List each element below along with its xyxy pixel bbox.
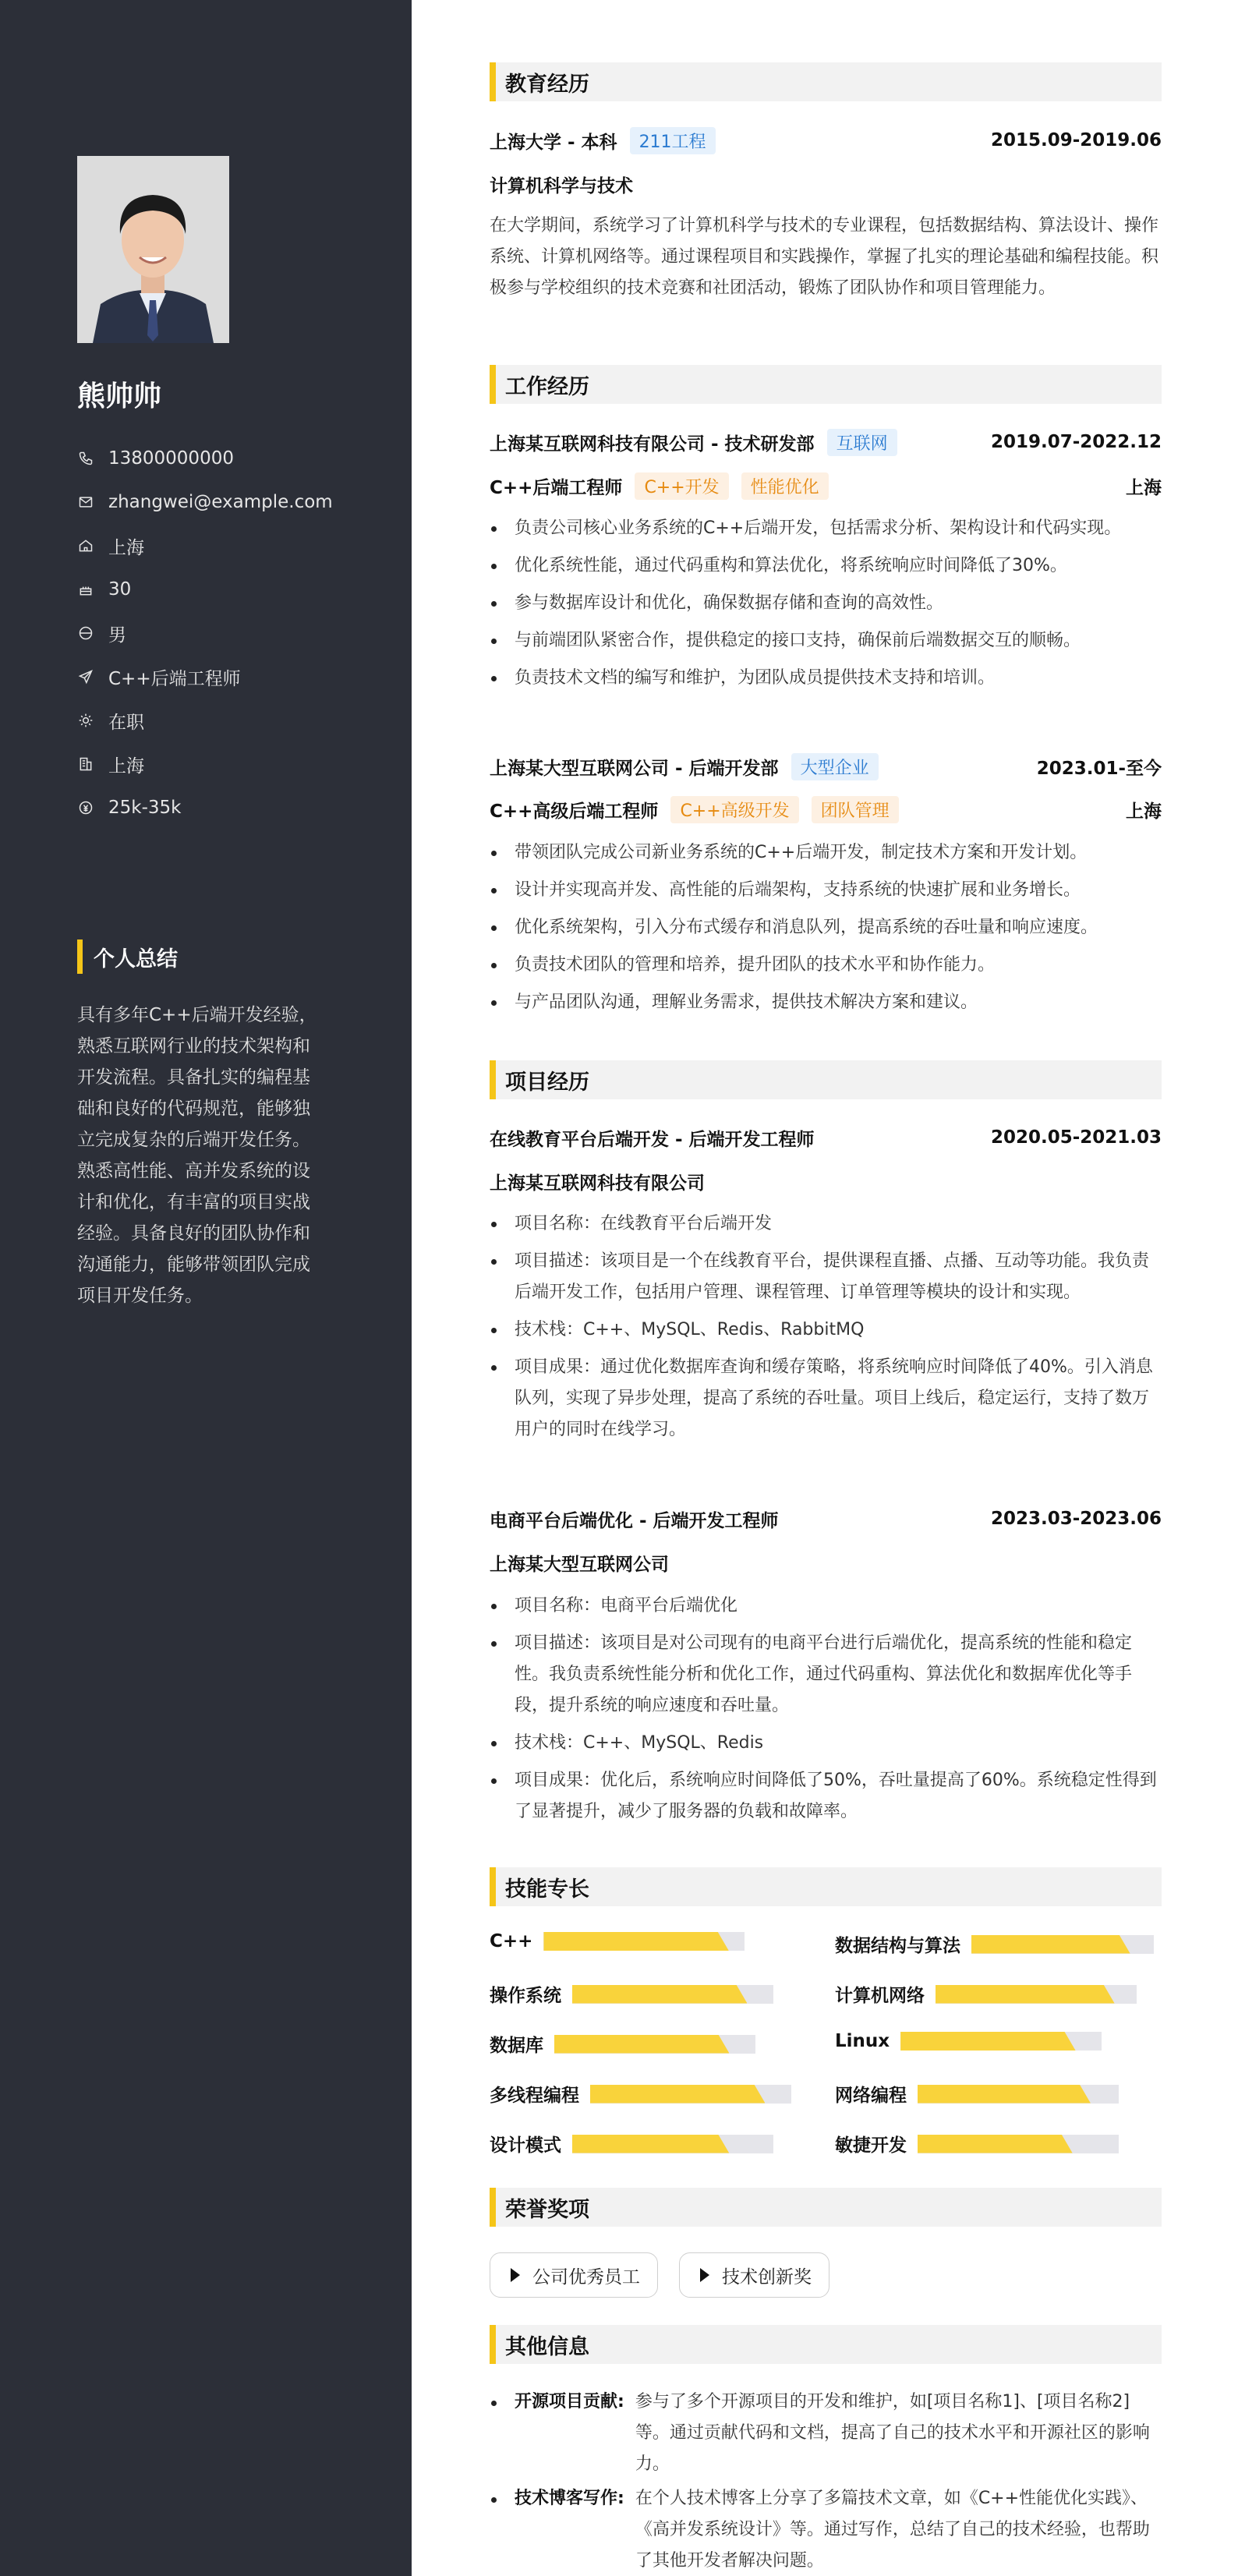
- skill-name: 数据库: [490, 2036, 543, 2056]
- info-gender: [77, 611, 389, 655]
- list-item: 参与数据库设计和优化，确保数据存储和查询的高效性。: [490, 588, 1162, 619]
- job-industry-tag: 互联网: [827, 429, 897, 456]
- home-icon: [77, 537, 94, 554]
- skill-design-patterns: [490, 2131, 773, 2157]
- info-phone: [77, 437, 389, 480]
- award-badge: [490, 2252, 658, 2298]
- job-role: C++高级后端工程师: [490, 801, 659, 822]
- info-email: [77, 480, 389, 524]
- send-icon: [77, 668, 94, 685]
- project-company: 上海某大型互联网公司: [490, 1554, 669, 1575]
- skill-name: 敏捷开发: [835, 2135, 907, 2156]
- list-item: 优化系统性能，通过代码重构和算法优化，将系统响应时间降低了30%。: [490, 550, 1162, 582]
- info-gender-text: 男: [108, 625, 126, 646]
- other-info-list: [490, 2387, 1162, 2576]
- major-name: 计算机科学与技术: [490, 175, 633, 196]
- job-bullets: [490, 837, 1162, 1024]
- info-age: [77, 568, 389, 611]
- info-city: [77, 742, 389, 786]
- phone-icon: [77, 450, 94, 467]
- project-header: [490, 1122, 1162, 1153]
- project-period: 2020.05-2021.03: [990, 1127, 1162, 1148]
- education-row: [490, 125, 1162, 156]
- salary-icon: [77, 799, 94, 816]
- skill-name: 数据结构与算法: [835, 1936, 960, 1956]
- job-role-row: [490, 470, 1162, 501]
- heading-accent-bar: [490, 1060, 496, 1099]
- heading-accent-bar: [490, 1867, 496, 1906]
- awards-heading: [490, 2188, 1162, 2227]
- play-icon: [511, 2268, 520, 2282]
- info-city-text: 上海: [108, 755, 144, 777]
- contact-info-list: [77, 437, 389, 830]
- list-item: 项目描述：该项目是对公司现有的电商平台进行后端优化，提高系统的性能和稳定性。我负责系统性能分析和优化工作，通过代码重构、算法优化和数据库优化等手段，提升系统的响应速度和吞吐量。: [490, 1628, 1162, 1721]
- projects-heading: [490, 1060, 1162, 1099]
- award-label: 技术创新奖: [722, 2266, 812, 2288]
- skill-cpp: [490, 1931, 745, 1951]
- info-salary: [77, 786, 389, 830]
- gender-icon: [77, 625, 94, 642]
- list-item: 负责技术文档的编写和维护，为团队成员提供技术支持和培训。: [490, 663, 1162, 694]
- list-item: 项目成果：通过优化数据库查询和缓存策略，将系统响应时间降低了40%。引入消息队列，实现了异步处理，提高了系统的吞吐量。项目上线后，稳定运行，支持了数万用户的同时在线学习。: [490, 1352, 1162, 1445]
- heading-accent-bar: [77, 939, 83, 974]
- skill-level-bar: [971, 1935, 1154, 1954]
- skill-name: Linux: [835, 2031, 890, 2051]
- list-item: [490, 2483, 1162, 2576]
- job-period: 2019.07-2022.12: [990, 432, 1162, 452]
- job-skill-tag: C++开发: [635, 472, 728, 500]
- job-company: 上海某互联网科技有限公司 - 技术研发部: [490, 433, 815, 455]
- building-icon: [77, 755, 94, 773]
- list-item: 带领团队完成公司新业务系统的C++后端开发，制定技术方案和开发计划。: [490, 837, 1162, 869]
- list-item: 项目名称：在线教育平台后端开发: [490, 1208, 1162, 1240]
- list-item: 项目成果：优化后，系统响应时间降低了50%，吞吐量提高了60%。系统稳定性得到了显著提升，减少了服务器的负载和故障率。: [490, 1765, 1162, 1828]
- info-position: [77, 655, 389, 699]
- skill-level-fill: [918, 2085, 1091, 2104]
- skill-algorithms: [835, 1931, 1154, 1957]
- job-city: 上海: [1126, 477, 1162, 498]
- project-company-row: [490, 1166, 1162, 1197]
- job-bullets: [490, 513, 1162, 700]
- other-key: 开源项目贡献:: [515, 2392, 624, 2411]
- skill-name: C++: [490, 1931, 533, 1951]
- skill-agile: [835, 2131, 1119, 2157]
- project-period: 2023.03-2023.06: [990, 1509, 1162, 1529]
- skill-level-fill: [918, 2135, 1073, 2153]
- heading-accent-bar: [490, 365, 496, 404]
- project-name: 电商平台后端优化 - 后端开发工程师: [490, 1510, 779, 1531]
- job-skill-tag: 团队管理: [812, 796, 899, 823]
- skill-level-bar: [918, 2135, 1119, 2153]
- list-item: 设计并实现高并发、高性能的后端架构，支持系统的快速扩展和业务增长。: [490, 875, 1162, 906]
- skill-level-bar: [918, 2085, 1119, 2104]
- skill-level-fill: [554, 2035, 729, 2054]
- other-value: 在个人技术博客上分享了多篇技术文章，如《C++性能优化实践》、《高并发系统设计》等。通过写作，总结了自己的技术经验，也帮助了其他开发者解决问题。: [635, 2489, 1150, 2571]
- project-company: 上海某互联网科技有限公司: [490, 1173, 705, 1194]
- skill-name: 网络编程: [835, 2086, 907, 2106]
- info-email-text: zhangwei@example.com: [108, 492, 333, 512]
- list-item: 负责公司核心业务系统的C++后端开发，包括需求分析、架构设计和代码实现。: [490, 513, 1162, 544]
- mail-icon: [77, 494, 94, 511]
- summary-heading: [77, 939, 178, 975]
- project-bullets: [490, 1591, 1162, 1834]
- work-heading: [490, 365, 1162, 404]
- job-company: 上海某大型互联网公司 - 后端开发部: [490, 758, 779, 779]
- list-item: 技术栈：C++、MySQL、Redis: [490, 1728, 1162, 1759]
- skill-multithreading: [490, 2081, 791, 2107]
- skill-level-fill: [572, 1985, 747, 2004]
- skill-network-programming: [835, 2081, 1119, 2107]
- skill-os: [490, 1981, 773, 2007]
- education-title: 教育经历: [505, 72, 589, 97]
- other-value: 参与了多个开源项目的开发和维护，如[项目名称1]、[项目名称2]等。通过贡献代码和文档，提高了自己的技术水平和开源社区的影响力。: [635, 2392, 1150, 2474]
- skill-level-fill: [971, 1935, 1130, 1954]
- job-skill-tag: C++高级开发: [670, 796, 798, 823]
- award-badge: [679, 2252, 829, 2298]
- job-industry-tag: 大型企业: [791, 753, 879, 780]
- job-city: 上海: [1126, 801, 1162, 822]
- list-item: 负责技术团队的管理和培养，提升团队的技术水平和协作能力。: [490, 950, 1162, 981]
- job-header: [490, 426, 1162, 458]
- skill-name: 设计模式: [490, 2135, 561, 2156]
- project-company-row: [490, 1547, 1162, 1578]
- skill-level-bar: [590, 2085, 791, 2104]
- skill-level-fill: [572, 2135, 729, 2153]
- list-item: 优化系统架构，引入分布式缓存和消息队列，提高系统的吞吐量和响应速度。: [490, 912, 1162, 943]
- award-label: 公司优秀员工: [532, 2266, 640, 2288]
- skill-name: 操作系统: [490, 1986, 561, 2006]
- list-item: 项目名称：电商平台后端优化: [490, 1591, 1162, 1622]
- skill-level-fill: [900, 2032, 1075, 2051]
- skill-level-bar: [936, 1985, 1137, 2004]
- skill-name: 计算机网络: [835, 1986, 925, 2006]
- info-location: [77, 524, 389, 568]
- heading-accent-bar: [490, 2188, 496, 2227]
- skill-level-fill: [590, 2085, 765, 2104]
- project-header: [490, 1503, 1162, 1534]
- job-period: 2023.01-至今: [1036, 758, 1162, 779]
- skill-database: [490, 2031, 755, 2057]
- major-row: [490, 168, 1162, 200]
- school-name: 上海大学 - 本科: [490, 132, 617, 153]
- skill-level-bar: [900, 2032, 1102, 2051]
- skill-level-bar: [572, 2135, 773, 2153]
- list-item: 与产品团队沟通，理解业务需求，提供技术解决方案和建议。: [490, 987, 1162, 1018]
- project-bullets: [490, 1208, 1162, 1452]
- info-phone-text: 13800000000: [108, 448, 234, 469]
- skill-linux: [835, 2031, 1102, 2051]
- skill-level-fill: [936, 1985, 1115, 2004]
- heading-accent-bar: [490, 62, 496, 101]
- info-status: [77, 699, 389, 742]
- info-position-text: C++后端工程师: [108, 668, 241, 689]
- info-salary-text: 25k-35k: [108, 798, 182, 818]
- candidate-name: 熊帅帅: [77, 380, 162, 412]
- info-status-text: 在职: [108, 712, 144, 733]
- skills-title: 技能专长: [505, 1877, 589, 1902]
- job-role-row: [490, 794, 1162, 825]
- job-skill-tag: 性能优化: [741, 472, 829, 500]
- list-item: 与前端团队紧密合作，提供稳定的接口支持，确保前后端数据交互的顺畅。: [490, 625, 1162, 656]
- education-period: 2015.09-2019.06: [990, 130, 1162, 150]
- play-icon: [700, 2268, 709, 2282]
- skill-name: 多线程编程: [490, 2086, 579, 2106]
- work-title: 工作经历: [505, 374, 589, 399]
- projects-title: 项目经历: [505, 1070, 589, 1095]
- other-key: 技术博客写作:: [515, 2489, 624, 2508]
- skills-heading: [490, 1867, 1162, 1906]
- skill-level-bar: [543, 1932, 745, 1951]
- list-item: 技术栈：C++、MySQL、Redis、RabbitMQ: [490, 1315, 1162, 1346]
- skill-network: [835, 1981, 1137, 2007]
- job-header: [490, 751, 1162, 782]
- info-age-text: 30: [108, 579, 132, 600]
- summary-title: 个人总结: [94, 947, 178, 971]
- cake-icon: [77, 581, 94, 598]
- skill-level-bar: [572, 1985, 773, 2004]
- summary-text: 具有多年C++后端开发经验，熟悉互联网行业的技术架构和开发流程。具备扎实的编程基础和良好的代码规范，能够独立完成复杂的后端开发任务。熟悉高性能、高并发系统的设计和优化，有丰富的项目实战经验。具备良好的团队协作和沟通能力，能够带领团队完成项目开发任务。: [77, 1005, 317, 1306]
- other-title: 其他信息: [505, 2334, 589, 2359]
- profile-photo: [77, 156, 229, 343]
- info-location-text: 上海: [108, 537, 144, 558]
- skill-level-bar: [554, 2035, 755, 2054]
- list-item: 项目描述：该项目是一个在线教育平台，提供课程直播、点播、互动等功能。我负责后端开发工作，包括用户管理、课程管理、订单管理等模块的设计和实现。: [490, 1246, 1162, 1308]
- list-item: [490, 2387, 1162, 2480]
- sidebar: [0, 0, 412, 2576]
- education-heading: [490, 62, 1162, 101]
- heading-accent-bar: [490, 2325, 496, 2364]
- school-tag: 211工程: [630, 127, 716, 154]
- job-role: C++后端工程师: [490, 477, 623, 498]
- other-heading: [490, 2325, 1162, 2364]
- education-desc: 在大学期间，系统学习了计算机科学与技术的专业课程，包括数据结构、算法设计、操作系统、计算机网络等。通过课程项目和实践操作，掌握了扎实的理论基础和编程技能。积极参与学校组织的技术竞赛和社团活动，锻炼了团队协作和项目管理能力。: [490, 216, 1159, 298]
- status-icon: [77, 712, 94, 729]
- project-name: 在线教育平台后端开发 - 后端开发工程师: [490, 1129, 815, 1150]
- awards-title: 荣誉奖项: [505, 2197, 589, 2222]
- skill-level-fill: [543, 1932, 728, 1951]
